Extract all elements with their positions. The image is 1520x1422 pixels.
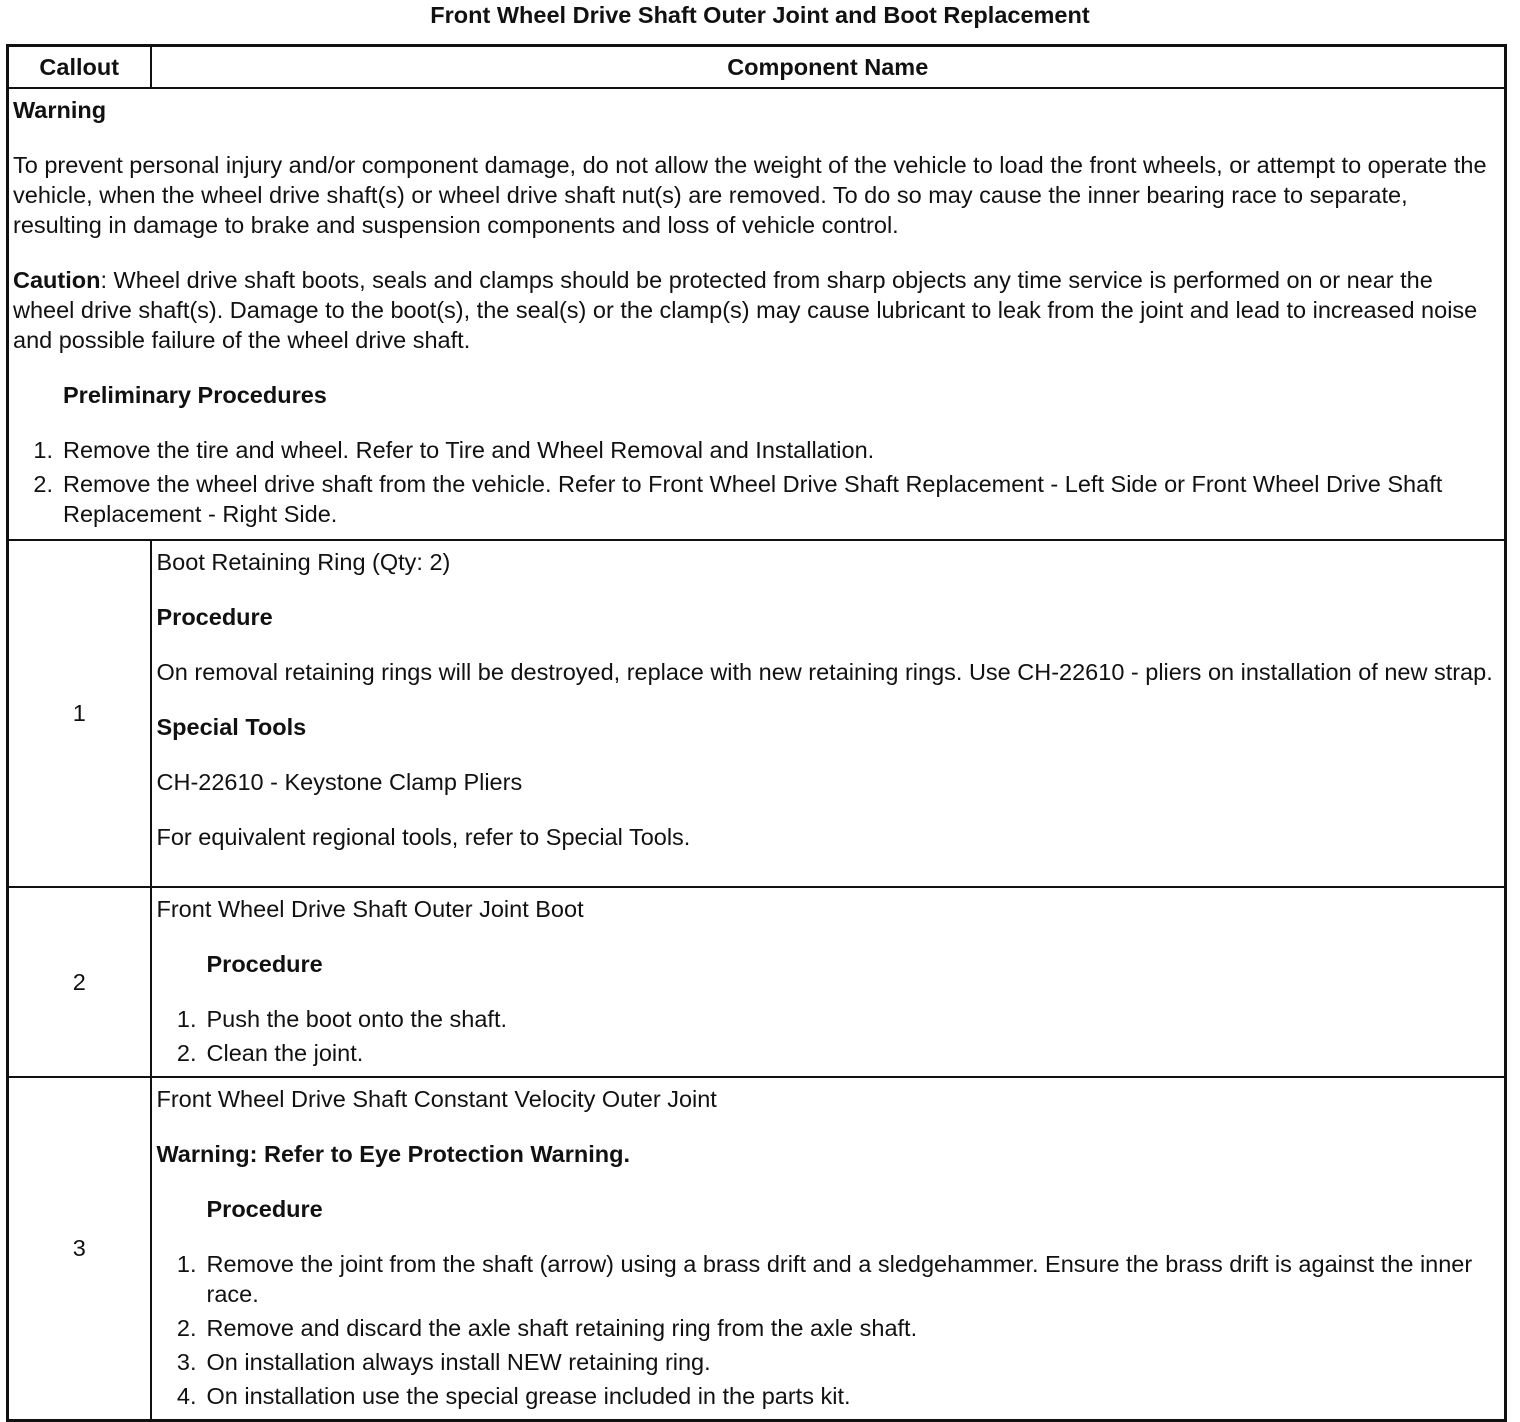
step-text: On installation always install NEW retaining ring. — [206, 1349, 711, 1375]
step-text: Remove and discard the axle shaft retaining ring from the axle shaft. — [206, 1315, 918, 1341]
step-number: 2. — [33, 471, 53, 497]
callout-number: 3 — [8, 1077, 151, 1421]
component-name-header: Component Name — [151, 46, 1506, 89]
step-number: 1. — [176, 1006, 197, 1032]
step-number: 2. — [176, 1040, 197, 1066]
callout-number: 1 — [8, 540, 151, 887]
component-cell — [151, 1077, 1506, 1421]
step-number: 1. — [176, 1251, 197, 1277]
list-item — [157, 1249, 1497, 1309]
step-number: 2. — [176, 1315, 197, 1341]
list-item — [157, 1381, 1497, 1411]
preliminary-steps-list — [13, 435, 1496, 529]
procedure-steps-list — [157, 1004, 1497, 1068]
procedure-heading: Procedure — [206, 951, 323, 977]
table-row — [8, 1077, 1506, 1421]
component-name: Front Wheel Drive Shaft Constant Velocity Outer Joint — [156, 1086, 717, 1112]
intro-cell — [8, 88, 1506, 540]
component-name: Boot Retaining Ring (Qty: 2) — [156, 549, 451, 575]
step-text: Clean the joint. — [206, 1040, 364, 1066]
step-text: Push the boot onto the shaft. — [206, 1006, 507, 1032]
intro-row — [8, 88, 1506, 540]
component-cell — [151, 887, 1506, 1077]
step-text: On installation use the special grease included in the parts kit. — [206, 1383, 851, 1409]
preliminary-procedures-heading: Preliminary Procedures — [63, 382, 327, 408]
list-item — [157, 1038, 1497, 1068]
special-tool: CH-22610 - Keystone Clamp Pliers — [156, 769, 523, 795]
step-text: Remove the joint from the shaft (arrow) using a brass drift and a sledgehammer. Ensure the brass drift is against the inner race. — [206, 1251, 1473, 1307]
list-item — [13, 469, 1496, 529]
procedure-steps-list — [157, 1249, 1497, 1411]
procedure-text: On removal retaining rings will be destroyed, replace with new retaining rings. Use CH-22610 - pliers on installation of new strap. — [156, 659, 1493, 685]
step-number: 3. — [176, 1349, 197, 1375]
list-item — [157, 1313, 1497, 1343]
caution-text: : Wheel drive shaft boots, seals and clamps should be protected from sharp objects any time service is performed on or near the wheel drive shaft(s). Damage to the boot(s), the seal(s) or the clamp(s) may cause lubricant to leak from the joint and lead to increased noise and possible failure of the wheel drive shaft. — [13, 267, 1478, 353]
table-row — [8, 887, 1506, 1077]
list-item — [157, 1347, 1497, 1377]
warning-label: Warning — [13, 97, 107, 123]
table-header-row — [8, 46, 1506, 89]
component-name: Front Wheel Drive Shaft Outer Joint Boot — [156, 896, 584, 922]
callout-header: Callout — [8, 46, 151, 89]
document-title: Front Wheel Drive Shaft Outer Joint and Boot Replacement — [430, 2, 1090, 28]
tools-note: For equivalent regional tools, refer to Special Tools. — [156, 824, 691, 850]
caution-paragraph — [13, 265, 1496, 355]
caution-label: Caution — [13, 267, 101, 293]
step-number: 4. — [176, 1383, 197, 1409]
component-table — [6, 44, 1507, 1422]
special-tools-heading: Special Tools — [156, 714, 307, 740]
procedure-heading: Procedure — [206, 1196, 323, 1222]
table-row — [8, 540, 1506, 887]
step-text: Remove the tire and wheel. Refer to Tire and Wheel Removal and Installation. — [63, 437, 875, 463]
callout-number: 2 — [8, 887, 151, 1077]
procedure-heading: Procedure — [156, 604, 273, 630]
eye-protection-warning: Warning: Refer to Eye Protection Warning. — [156, 1141, 631, 1167]
list-item — [13, 435, 1496, 465]
step-number: 1. — [33, 437, 53, 463]
step-text: Remove the wheel drive shaft from the vehicle. Refer to Front Wheel Drive Shaft Replacement - Left Side or Front Wheel Drive Shaft Replacement - Right Side. — [63, 471, 1443, 527]
list-item — [157, 1004, 1497, 1034]
component-cell — [151, 540, 1506, 887]
warning-text: To prevent personal injury and/or component damage, do not allow the weight of the vehicle to load the front wheels, or attempt to operate the vehicle, when the wheel drive shaft(s) or wheel drive shaft nut(s) are removed. To do so may cause the inner bearing race to separate, resulting in damage to brake and suspension components and loss of vehicle control. — [13, 152, 1487, 238]
